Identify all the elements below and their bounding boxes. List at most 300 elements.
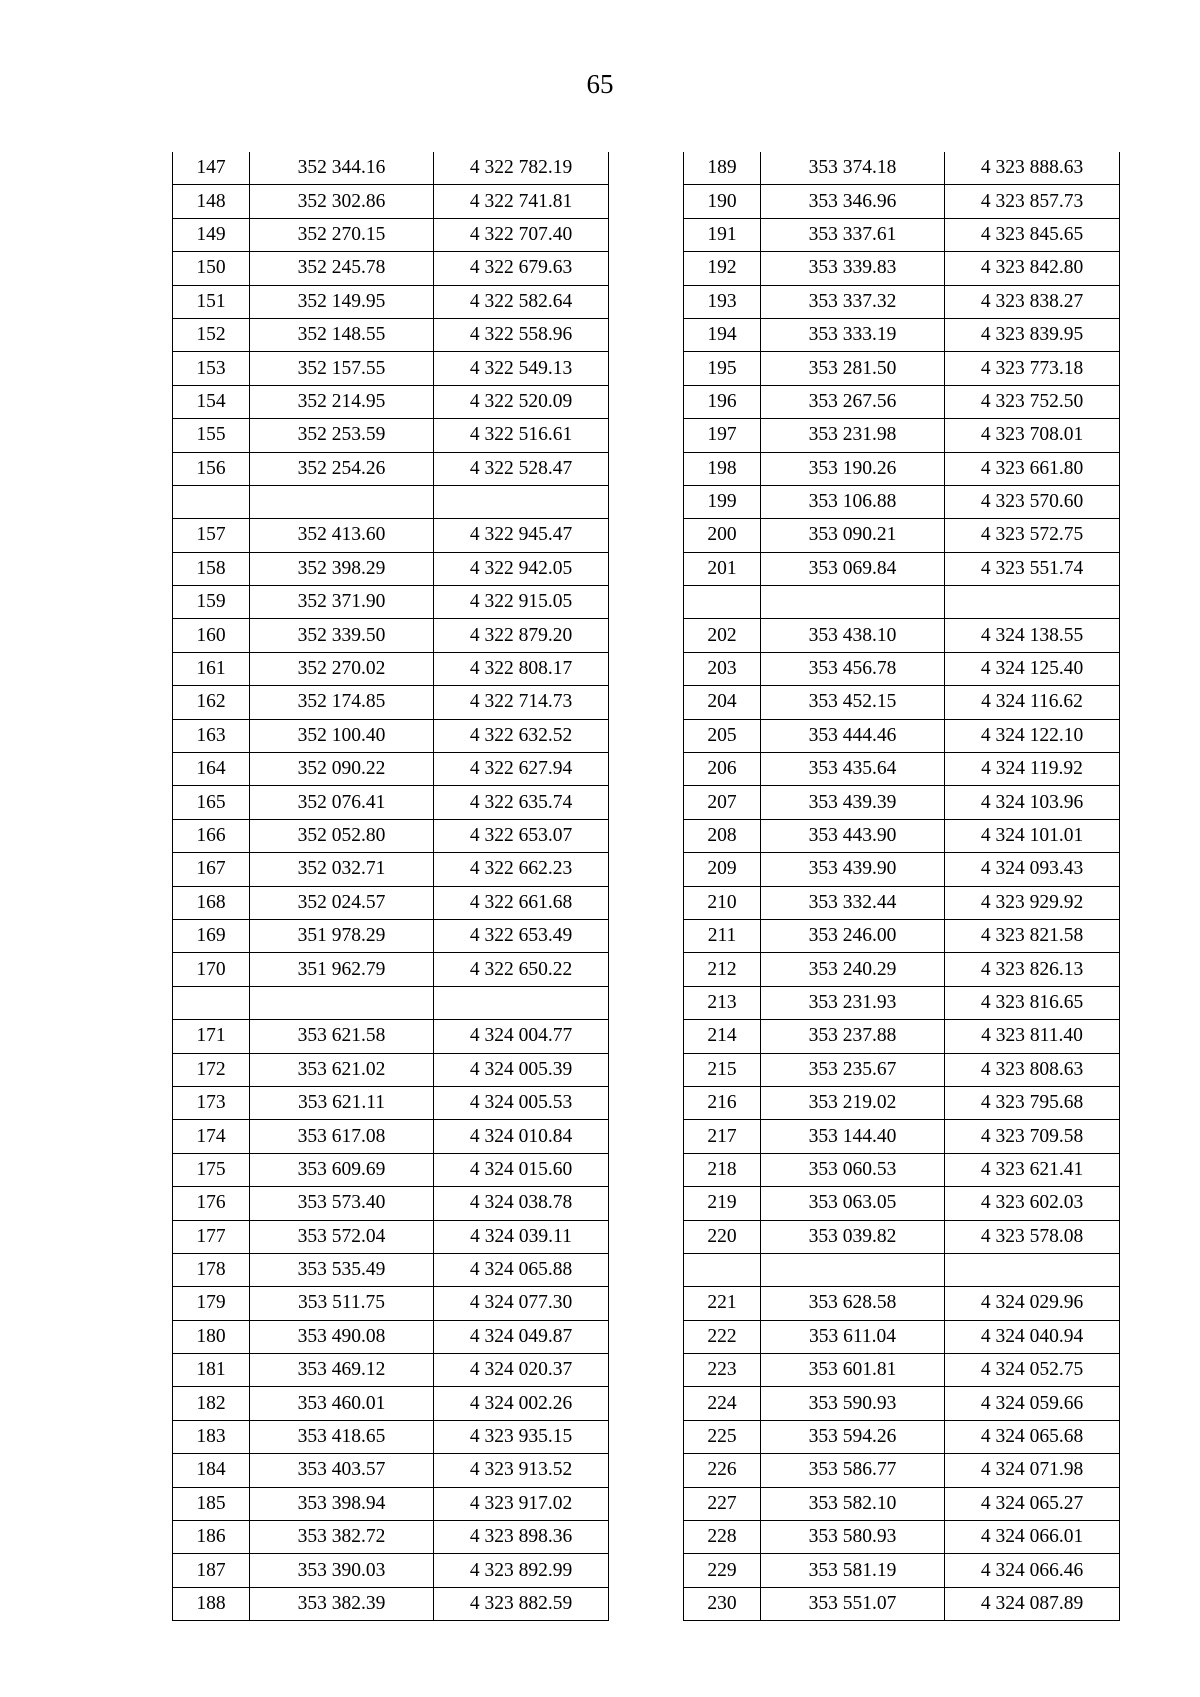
x-coordinate-cell: 353 439.39 (761, 786, 945, 819)
x-coordinate-cell: 353 240.29 (761, 953, 945, 986)
table-row (173, 753, 609, 786)
y-coordinate-cell: 4 324 065.88 (434, 1253, 609, 1286)
y-coordinate-cell: 4 324 087.89 (945, 1587, 1120, 1620)
x-coordinate-cell: 353 337.32 (761, 285, 945, 318)
table-row (173, 719, 609, 752)
table-row (684, 919, 1120, 952)
y-coordinate-cell (434, 986, 609, 1019)
table-row (684, 185, 1120, 218)
point-number-cell: 211 (684, 919, 761, 952)
y-coordinate-cell: 4 322 714.73 (434, 686, 609, 719)
coordinates-table-left (172, 152, 609, 1621)
table-row (173, 853, 609, 886)
x-coordinate-cell: 353 444.46 (761, 719, 945, 752)
x-coordinate-cell: 353 339.83 (761, 252, 945, 285)
x-coordinate-cell: 353 231.93 (761, 986, 945, 1019)
point-number-cell: 155 (173, 419, 250, 452)
y-coordinate-cell: 4 323 709.58 (945, 1120, 1120, 1153)
table-row (173, 886, 609, 919)
y-coordinate-cell: 4 324 038.78 (434, 1187, 609, 1220)
point-number-cell: 192 (684, 252, 761, 285)
x-coordinate-cell: 353 621.02 (250, 1053, 434, 1086)
point-number-cell: 148 (173, 185, 250, 218)
y-coordinate-cell: 4 322 632.52 (434, 719, 609, 752)
x-coordinate-cell: 351 962.79 (250, 953, 434, 986)
table-row (684, 1587, 1120, 1620)
point-number-cell: 177 (173, 1220, 250, 1253)
table-row (173, 385, 609, 418)
x-coordinate-cell: 352 090.22 (250, 753, 434, 786)
x-coordinate-cell: 352 254.26 (250, 452, 434, 485)
y-coordinate-cell: 4 323 842.80 (945, 252, 1120, 285)
point-number-cell: 202 (684, 619, 761, 652)
x-coordinate-cell: 352 413.60 (250, 519, 434, 552)
y-coordinate-cell: 4 322 528.47 (434, 452, 609, 485)
table-row (684, 1020, 1120, 1053)
point-number-cell: 210 (684, 886, 761, 919)
table-row (173, 786, 609, 819)
point-number-cell: 200 (684, 519, 761, 552)
point-number-cell: 152 (173, 318, 250, 351)
point-number-cell: 167 (173, 853, 250, 886)
point-number-cell: 154 (173, 385, 250, 418)
point-number-cell: 209 (684, 853, 761, 886)
page-number: 65 (586, 69, 614, 99)
x-coordinate-cell: 353 237.88 (761, 1020, 945, 1053)
table-row (684, 886, 1120, 919)
table-row (684, 1554, 1120, 1587)
x-coordinate-cell: 353 609.69 (250, 1153, 434, 1186)
point-number-cell: 185 (173, 1487, 250, 1520)
table-row (684, 853, 1120, 886)
y-coordinate-cell: 4 322 558.96 (434, 318, 609, 351)
table-row (173, 1086, 609, 1119)
point-number-cell: 197 (684, 419, 761, 452)
y-coordinate-cell: 4 322 653.49 (434, 919, 609, 952)
table-row (684, 586, 1120, 619)
x-coordinate-cell: 353 439.90 (761, 853, 945, 886)
y-coordinate-cell: 4 323 752.50 (945, 385, 1120, 418)
point-number-cell: 217 (684, 1120, 761, 1153)
x-coordinate-cell: 351 978.29 (250, 919, 434, 952)
x-coordinate-cell: 352 339.50 (250, 619, 434, 652)
table-row (173, 1187, 609, 1220)
y-coordinate-cell: 4 322 516.61 (434, 419, 609, 452)
x-coordinate-cell: 353 535.49 (250, 1253, 434, 1286)
point-number-cell (173, 986, 250, 1019)
table-row (173, 185, 609, 218)
x-coordinate-cell: 353 511.75 (250, 1287, 434, 1320)
point-number-cell: 169 (173, 919, 250, 952)
y-coordinate-cell: 4 323 570.60 (945, 485, 1120, 518)
table-row (173, 1220, 609, 1253)
point-number-cell: 208 (684, 819, 761, 852)
y-coordinate-cell: 4 324 101.01 (945, 819, 1120, 852)
point-number-cell: 187 (173, 1554, 250, 1587)
table-row (684, 686, 1120, 719)
table-row (684, 1120, 1120, 1153)
y-coordinate-cell: 4 324 116.62 (945, 686, 1120, 719)
table-row (684, 753, 1120, 786)
x-coordinate-cell: 352 076.41 (250, 786, 434, 819)
x-coordinate-cell: 353 337.61 (761, 218, 945, 251)
x-coordinate-cell: 353 573.40 (250, 1187, 434, 1220)
table-row (684, 1053, 1120, 1086)
x-coordinate-cell: 353 452.15 (761, 686, 945, 719)
point-number-cell: 227 (684, 1487, 761, 1520)
table-row (173, 1020, 609, 1053)
y-coordinate-cell: 4 322 915.05 (434, 586, 609, 619)
table-row (684, 419, 1120, 452)
y-coordinate-cell: 4 324 020.37 (434, 1354, 609, 1387)
table-row (173, 652, 609, 685)
point-number-cell: 204 (684, 686, 761, 719)
table-row (173, 519, 609, 552)
table-row (173, 1387, 609, 1420)
y-coordinate-cell: 4 323 838.27 (945, 285, 1120, 318)
y-coordinate-cell: 4 324 125.40 (945, 652, 1120, 685)
y-coordinate-cell: 4 322 627.94 (434, 753, 609, 786)
x-coordinate-cell: 353 581.19 (761, 1554, 945, 1587)
y-coordinate-cell: 4 324 059.66 (945, 1387, 1120, 1420)
table-row (173, 218, 609, 251)
table-row (684, 619, 1120, 652)
y-coordinate-cell: 4 324 015.60 (434, 1153, 609, 1186)
table-row (173, 352, 609, 385)
x-coordinate-cell: 353 346.96 (761, 185, 945, 218)
x-coordinate-cell: 353 460.01 (250, 1387, 434, 1420)
x-coordinate-cell: 353 611.04 (761, 1320, 945, 1353)
x-coordinate-cell: 353 333.19 (761, 318, 945, 351)
y-coordinate-cell: 4 322 945.47 (434, 519, 609, 552)
table-row (684, 285, 1120, 318)
x-coordinate-cell: 352 148.55 (250, 318, 434, 351)
table-row (684, 152, 1120, 185)
y-coordinate-cell: 4 322 679.63 (434, 252, 609, 285)
table-body (173, 152, 609, 1621)
y-coordinate-cell: 4 323 826.13 (945, 953, 1120, 986)
point-number-cell: 188 (173, 1587, 250, 1620)
y-coordinate-cell: 4 324 103.96 (945, 786, 1120, 819)
y-coordinate-cell: 4 324 002.26 (434, 1387, 609, 1420)
x-coordinate-cell: 353 060.53 (761, 1153, 945, 1186)
x-coordinate-cell (761, 586, 945, 619)
point-number-cell: 186 (173, 1521, 250, 1554)
table-row (684, 1454, 1120, 1487)
x-coordinate-cell: 352 270.02 (250, 652, 434, 685)
point-number-cell: 173 (173, 1086, 250, 1119)
point-number-cell: 203 (684, 652, 761, 685)
point-number-cell: 176 (173, 1187, 250, 1220)
y-coordinate-cell: 4 322 582.64 (434, 285, 609, 318)
table-row (173, 686, 609, 719)
table-row (173, 953, 609, 986)
y-coordinate-cell: 4 322 879.20 (434, 619, 609, 652)
point-number-cell: 225 (684, 1420, 761, 1453)
x-coordinate-cell: 353 144.40 (761, 1120, 945, 1153)
y-coordinate-cell: 4 323 845.65 (945, 218, 1120, 251)
x-coordinate-cell: 353 438.10 (761, 619, 945, 652)
point-number-cell: 206 (684, 753, 761, 786)
table-row (173, 919, 609, 952)
x-coordinate-cell: 353 069.84 (761, 552, 945, 585)
y-coordinate-cell: 4 322 520.09 (434, 385, 609, 418)
x-coordinate-cell: 353 398.94 (250, 1487, 434, 1520)
y-coordinate-cell: 4 322 650.22 (434, 953, 609, 986)
table-row (173, 1153, 609, 1186)
table-row (173, 1554, 609, 1587)
y-coordinate-cell: 4 323 839.95 (945, 318, 1120, 351)
y-coordinate-cell: 4 323 602.03 (945, 1187, 1120, 1220)
x-coordinate-cell: 353 601.81 (761, 1354, 945, 1387)
point-number-cell: 150 (173, 252, 250, 285)
y-coordinate-cell: 4 324 029.96 (945, 1287, 1120, 1320)
point-number-cell: 220 (684, 1220, 761, 1253)
y-coordinate-cell: 4 323 898.36 (434, 1521, 609, 1554)
x-coordinate-cell: 353 628.58 (761, 1287, 945, 1320)
table-row (684, 1086, 1120, 1119)
x-coordinate-cell: 352 032.71 (250, 853, 434, 886)
table-row (684, 786, 1120, 819)
table-row (684, 1320, 1120, 1353)
y-coordinate-cell: 4 323 773.18 (945, 352, 1120, 385)
table-row (684, 719, 1120, 752)
table-row (173, 1420, 609, 1453)
table-row (684, 1253, 1120, 1286)
point-number-cell: 147 (173, 152, 250, 185)
point-number-cell: 180 (173, 1320, 250, 1353)
x-coordinate-cell: 352 052.80 (250, 819, 434, 852)
point-number-cell: 193 (684, 285, 761, 318)
point-number-cell: 158 (173, 552, 250, 585)
point-number-cell: 175 (173, 1153, 250, 1186)
point-number-cell: 226 (684, 1454, 761, 1487)
point-number-cell: 213 (684, 986, 761, 1019)
point-number-cell: 205 (684, 719, 761, 752)
x-coordinate-cell: 352 245.78 (250, 252, 434, 285)
table-row (173, 452, 609, 485)
y-coordinate-cell: 4 324 005.53 (434, 1086, 609, 1119)
point-number-cell: 178 (173, 1253, 250, 1286)
table-row (173, 1354, 609, 1387)
point-number-cell: 165 (173, 786, 250, 819)
x-coordinate-cell: 353 190.26 (761, 452, 945, 485)
table-body (684, 152, 1120, 1621)
y-coordinate-cell: 4 323 816.65 (945, 986, 1120, 1019)
y-coordinate-cell: 4 324 065.27 (945, 1487, 1120, 1520)
x-coordinate-cell: 353 403.57 (250, 1454, 434, 1487)
point-number-cell: 201 (684, 552, 761, 585)
point-number-cell: 161 (173, 652, 250, 685)
x-coordinate-cell: 353 590.93 (761, 1387, 945, 1420)
table-row (684, 1153, 1120, 1186)
table-row (173, 819, 609, 852)
x-coordinate-cell: 353 390.03 (250, 1554, 434, 1587)
table-row (684, 485, 1120, 518)
point-number-cell: 164 (173, 753, 250, 786)
point-number-cell (684, 586, 761, 619)
y-coordinate-cell: 4 323 892.99 (434, 1554, 609, 1587)
y-coordinate-cell: 4 323 572.75 (945, 519, 1120, 552)
y-coordinate-cell (945, 1253, 1120, 1286)
table-row (684, 352, 1120, 385)
x-coordinate-cell: 352 100.40 (250, 719, 434, 752)
x-coordinate-cell: 353 418.65 (250, 1420, 434, 1453)
table-row (684, 318, 1120, 351)
y-coordinate-cell: 4 322 808.17 (434, 652, 609, 685)
y-coordinate-cell: 4 323 811.40 (945, 1020, 1120, 1053)
point-number-cell: 151 (173, 285, 250, 318)
point-number-cell: 212 (684, 953, 761, 986)
table-row (684, 1287, 1120, 1320)
x-coordinate-cell: 353 219.02 (761, 1086, 945, 1119)
table-row (684, 819, 1120, 852)
coordinates-table-right (683, 152, 1120, 1621)
y-coordinate-cell: 4 323 551.74 (945, 552, 1120, 585)
point-number-cell: 183 (173, 1420, 250, 1453)
y-coordinate-cell: 4 322 782.19 (434, 152, 609, 185)
x-coordinate-cell: 353 594.26 (761, 1420, 945, 1453)
x-coordinate-cell: 353 586.77 (761, 1454, 945, 1487)
table-row (684, 953, 1120, 986)
table-row (684, 1420, 1120, 1453)
point-number-cell: 221 (684, 1287, 761, 1320)
point-number-cell (684, 1253, 761, 1286)
point-number-cell: 228 (684, 1521, 761, 1554)
x-coordinate-cell: 353 382.72 (250, 1521, 434, 1554)
y-coordinate-cell: 4 323 661.80 (945, 452, 1120, 485)
table-row (173, 1587, 609, 1620)
y-coordinate-cell: 4 322 942.05 (434, 552, 609, 585)
y-coordinate-cell (945, 586, 1120, 619)
x-coordinate-cell: 353 443.90 (761, 819, 945, 852)
point-number-cell: 174 (173, 1120, 250, 1153)
y-coordinate-cell: 4 324 065.68 (945, 1420, 1120, 1453)
y-coordinate-cell: 4 324 040.94 (945, 1320, 1120, 1353)
table-row (173, 1253, 609, 1286)
point-number-cell: 156 (173, 452, 250, 485)
table-row (684, 552, 1120, 585)
x-coordinate-cell: 353 332.44 (761, 886, 945, 919)
x-coordinate-cell: 353 572.04 (250, 1220, 434, 1253)
table-row (684, 519, 1120, 552)
y-coordinate-cell: 4 324 005.39 (434, 1053, 609, 1086)
y-coordinate-cell: 4 323 913.52 (434, 1454, 609, 1487)
point-number-cell (173, 485, 250, 518)
point-number-cell: 172 (173, 1053, 250, 1086)
y-coordinate-cell: 4 324 138.55 (945, 619, 1120, 652)
x-coordinate-cell: 352 398.29 (250, 552, 434, 585)
point-number-cell: 222 (684, 1320, 761, 1353)
x-coordinate-cell (250, 485, 434, 518)
point-number-cell: 190 (684, 185, 761, 218)
x-coordinate-cell: 353 617.08 (250, 1120, 434, 1153)
x-coordinate-cell: 353 063.05 (761, 1187, 945, 1220)
y-coordinate-cell: 4 323 795.68 (945, 1086, 1120, 1119)
x-coordinate-cell: 353 621.58 (250, 1020, 434, 1053)
point-number-cell: 153 (173, 352, 250, 385)
point-number-cell: 182 (173, 1387, 250, 1420)
point-number-cell: 218 (684, 1153, 761, 1186)
point-number-cell: 189 (684, 152, 761, 185)
point-number-cell: 199 (684, 485, 761, 518)
table-row (173, 1487, 609, 1520)
y-coordinate-cell: 4 323 808.63 (945, 1053, 1120, 1086)
table-row (173, 1287, 609, 1320)
point-number-cell: 179 (173, 1287, 250, 1320)
point-number-cell: 159 (173, 586, 250, 619)
table-row (684, 1354, 1120, 1387)
y-coordinate-cell: 4 322 549.13 (434, 352, 609, 385)
table-row (684, 218, 1120, 251)
y-coordinate-cell: 4 323 888.63 (945, 152, 1120, 185)
point-number-cell: 166 (173, 819, 250, 852)
table-row (684, 652, 1120, 685)
point-number-cell: 191 (684, 218, 761, 251)
point-number-cell: 162 (173, 686, 250, 719)
y-coordinate-cell: 4 323 708.01 (945, 419, 1120, 452)
table-row (173, 1120, 609, 1153)
point-number-cell: 214 (684, 1020, 761, 1053)
table-row (173, 152, 609, 185)
x-coordinate-cell: 353 267.56 (761, 385, 945, 418)
table-row (173, 619, 609, 652)
table-row (684, 252, 1120, 285)
y-coordinate-cell: 4 323 821.58 (945, 919, 1120, 952)
table-row (173, 1320, 609, 1353)
y-coordinate-cell (434, 485, 609, 518)
x-coordinate-cell: 353 106.88 (761, 485, 945, 518)
table-row (684, 452, 1120, 485)
x-coordinate-cell: 352 214.95 (250, 385, 434, 418)
point-number-cell: 229 (684, 1554, 761, 1587)
y-coordinate-cell: 4 323 621.41 (945, 1153, 1120, 1186)
y-coordinate-cell: 4 322 662.23 (434, 853, 609, 886)
x-coordinate-cell: 352 174.85 (250, 686, 434, 719)
y-coordinate-cell: 4 323 935.15 (434, 1420, 609, 1453)
y-coordinate-cell: 4 324 010.84 (434, 1120, 609, 1153)
y-coordinate-cell: 4 322 635.74 (434, 786, 609, 819)
table-row (173, 552, 609, 585)
x-coordinate-cell: 353 456.78 (761, 652, 945, 685)
y-coordinate-cell: 4 324 039.11 (434, 1220, 609, 1253)
point-number-cell: 184 (173, 1454, 250, 1487)
table-row (684, 1187, 1120, 1220)
y-coordinate-cell: 4 323 929.92 (945, 886, 1120, 919)
point-number-cell: 216 (684, 1086, 761, 1119)
x-coordinate-cell: 353 090.21 (761, 519, 945, 552)
y-coordinate-cell: 4 322 661.68 (434, 886, 609, 919)
x-coordinate-cell: 353 235.67 (761, 1053, 945, 1086)
point-number-cell: 207 (684, 786, 761, 819)
table-row (173, 1053, 609, 1086)
y-coordinate-cell: 4 322 741.81 (434, 185, 609, 218)
x-coordinate-cell: 352 344.16 (250, 152, 434, 185)
x-coordinate-cell: 353 231.98 (761, 419, 945, 452)
table-row (684, 385, 1120, 418)
table-row (684, 1220, 1120, 1253)
point-number-cell: 194 (684, 318, 761, 351)
point-number-cell: 230 (684, 1587, 761, 1620)
x-coordinate-cell: 353 039.82 (761, 1220, 945, 1253)
table-row (173, 419, 609, 452)
point-number-cell: 224 (684, 1387, 761, 1420)
point-number-cell: 223 (684, 1354, 761, 1387)
x-coordinate-cell: 353 490.08 (250, 1320, 434, 1353)
y-coordinate-cell: 4 324 071.98 (945, 1454, 1120, 1487)
point-number-cell: 168 (173, 886, 250, 919)
y-coordinate-cell: 4 324 066.01 (945, 1521, 1120, 1554)
